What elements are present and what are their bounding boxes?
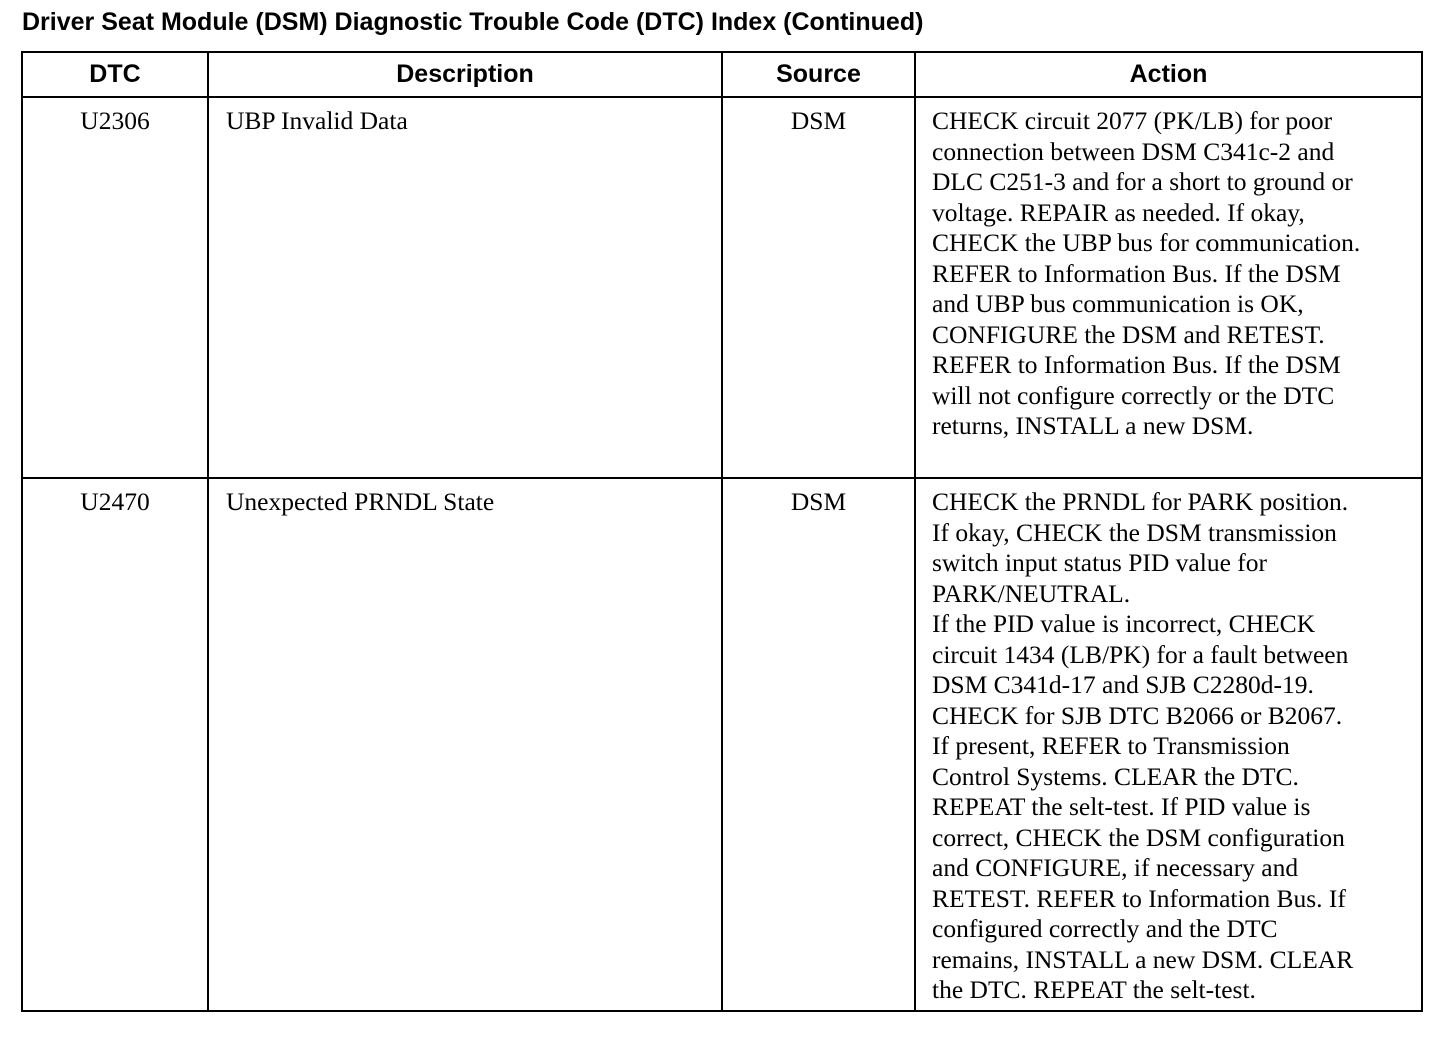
action-line: the DTC. REPEAT the selt-test. [932,975,1256,1004]
source-cell [722,478,915,1011]
document-title: Driver Seat Module (DSM) Diagnostic Trouble Code (DTC) Index (Continued) [22,8,924,36]
column-header-dtc: DTC [22,52,208,97]
dtc-action [916,98,1421,442]
action-line: and CONFIGURE, if necessary and [932,853,1299,882]
column-header-description: Description [208,52,722,97]
description-cell [208,97,722,478]
action-line: circuit 1434 (LB/PK) for a fault between [932,639,1349,669]
dtc-index-table [21,51,1423,1012]
action-line: REFER to Information Bus. If the DSM [932,350,1341,379]
action-line: If okay, CHECK the DSM transmission [932,517,1337,547]
action-line: connection between DSM C341c-2 and [932,136,1335,166]
action-cell [915,478,1422,1011]
dtc-cell [22,97,208,478]
action-line: returns, INSTALL a new DSM. [932,411,1254,440]
table-row [22,97,1422,478]
dtc-source: DSM [790,487,847,516]
action-line: CHECK for SJB DTC B2066 or B2067. [932,700,1343,730]
action-line: RETEST. REFER to Information Bus. If [932,883,1346,913]
description-cell [208,478,722,1011]
action-line: DLC C251-3 and for a short to ground or [932,167,1353,196]
dtc-source: DSM [790,106,847,135]
table-row [22,478,1422,1011]
action-line: REPEAT the selt-test. If PID value is [932,792,1311,821]
action-line: remains, INSTALL a new DSM. CLEAR [932,944,1354,974]
action-line: If present, REFER to Transmission [932,731,1290,760]
action-line: correct, CHECK the DSM configuration [932,822,1345,852]
source-cell [722,97,915,478]
action-line: DSM C341d-17 and SJB C2280d-19. [932,670,1314,699]
action-cell [915,97,1422,478]
action-line: will not configure correctly or the DTC [932,380,1335,410]
column-header-source: Source [722,52,915,97]
action-line: CHECK circuit 2077 (PK/LB) for poor [932,106,1333,135]
action-line: CONFIGURE the DSM and RETEST. [932,319,1325,349]
dtc-description: Unexpected PRNDL State [226,487,495,516]
action-line: REFER to Information Bus. If the DSM [932,258,1341,288]
action-line: configured correctly and the DTC [932,914,1278,943]
table-header-row [22,52,1422,97]
action-line: If the PID value is incorrect, CHECK [932,609,1316,638]
dtc-description: UBP Invalid Data [226,106,408,135]
dtc-action [916,479,1421,1006]
action-line: and UBP bus communication is OK, [932,289,1304,318]
column-header-action: Action [915,52,1422,97]
action-line: Control Systems. CLEAR the DTC. [932,761,1299,791]
dtc-code: U2470 [80,487,150,516]
dtc-cell [22,478,208,1011]
action-line: CHECK the PRNDL for PARK position. [932,487,1349,516]
action-line: PARK/NEUTRAL. [932,578,1131,608]
action-line: switch input status PID value for [932,548,1267,577]
action-line: voltage. REPAIR as needed. If okay, [932,197,1305,227]
dtc-code: U2306 [80,106,150,135]
action-line: CHECK the UBP bus for communication. [932,228,1361,257]
